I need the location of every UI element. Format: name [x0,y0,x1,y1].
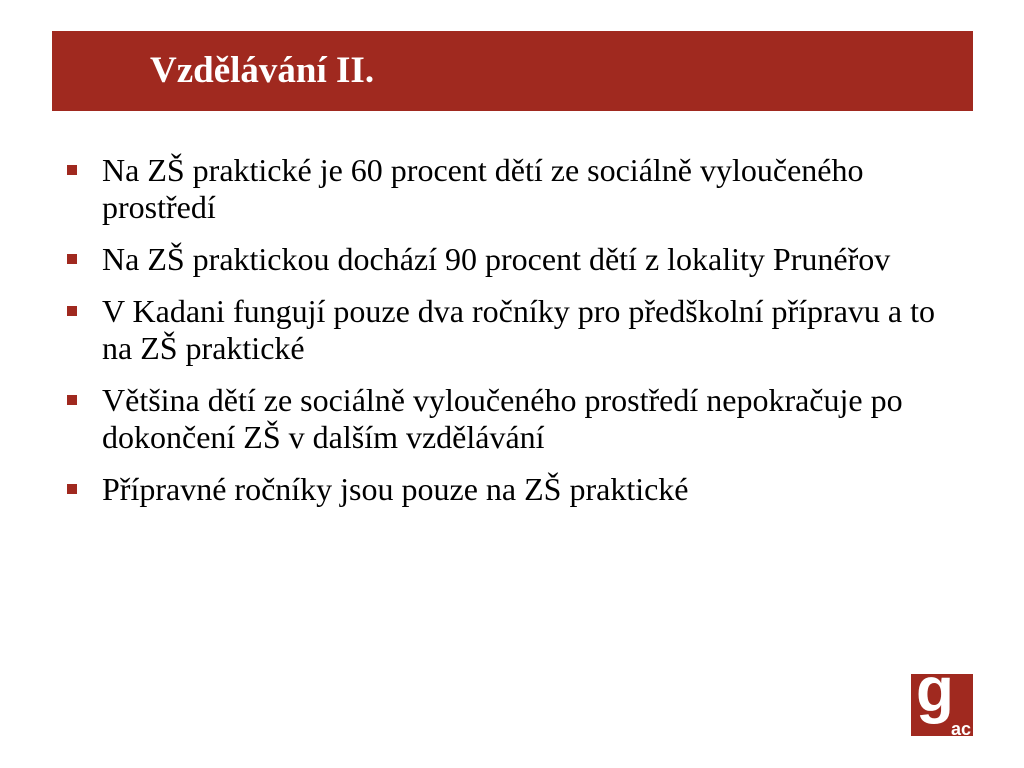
gac-logo-icon [911,674,973,736]
bullet-item [64,382,964,456]
bullet-text: V Kadani fungují pouze dva ročníky pro předškolní přípravu a to na ZŠ praktické [102,293,935,366]
slide-title: Vzdělávání II. [150,50,375,91]
square-bullet-icon [67,306,77,316]
bullet-item [64,471,964,508]
bullet-text: Většina dětí ze sociálně vyloučeného prostředí nepokračuje po dokončení ZŠ v dalším vzdělávání [102,382,903,455]
square-bullet-icon [67,254,77,264]
square-bullet-icon [67,484,77,494]
square-bullet-icon [67,165,77,175]
bullet-item [64,152,964,226]
logo-letter: g [916,674,954,725]
bullet-list [64,152,964,523]
bullet-item [64,241,964,278]
bullet-item [64,293,964,367]
title-bar [52,31,973,111]
bullet-text: Na ZŠ praktické je 60 procent dětí ze sociálně vyloučeného prostředí [102,152,864,225]
square-bullet-icon [67,395,77,405]
logo-suffix: ac [950,719,971,736]
bullet-text: Na ZŠ praktickou dochází 90 procent dětí z lokality Prunéřov [102,241,891,277]
bullet-text: Přípravné ročníky jsou pouze na ZŠ praktické [102,471,689,507]
